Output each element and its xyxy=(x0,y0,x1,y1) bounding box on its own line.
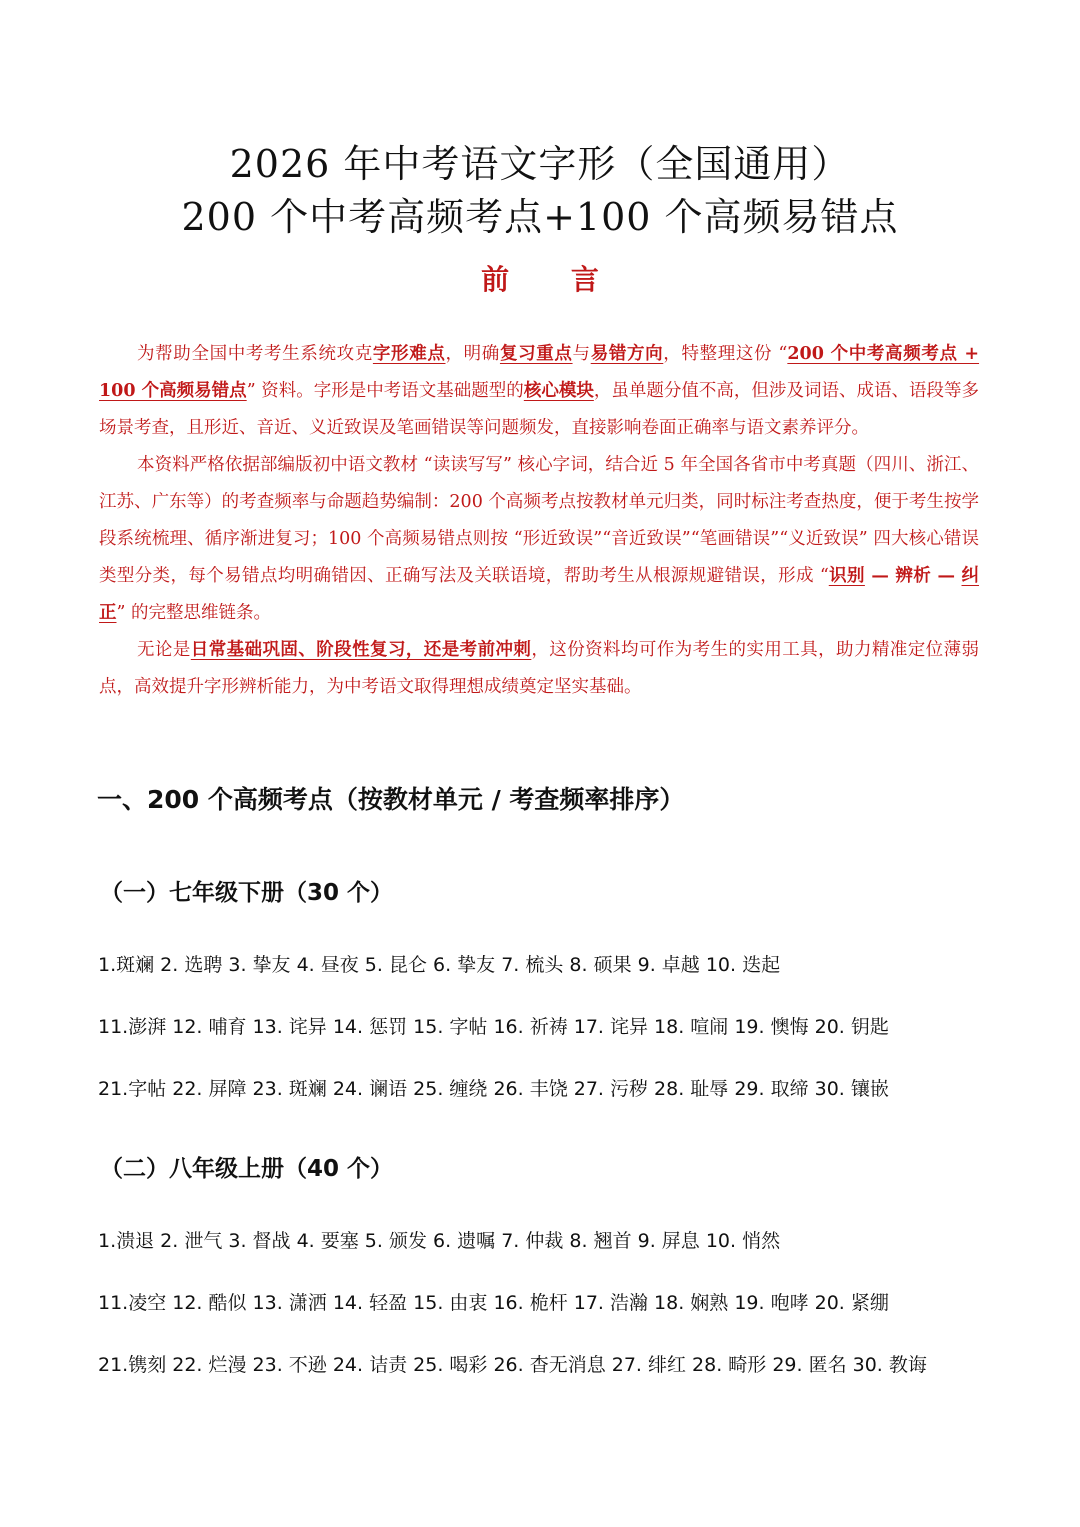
preface-paragraph-2 xyxy=(99,447,979,632)
preface-text: 本资料严格依据部编版初中语文教材 “读读写写” 核心字词，结合近 5 年全国各省市中考真题（四川、浙江、江苏、广东等）的考查频率与命题趋势编制：200 个高频考点按教材单元归类，同时标注考查热度，便于考生按学段系统梳理、循序渐进复习；100 个高频易错点则按 “形近致误”“音近致误”“笔画错误”“义近致误” 四大核心错误类型分类，每个易错点均明确错因、正确写法及关联语境，帮助考生从根源规避错误，形成 “ xyxy=(99,455,979,586)
preface-text: ，明确 xyxy=(445,344,500,364)
document-title-line-2: 200 个中考高频考点+100 个高频易错点 xyxy=(181,195,899,239)
preface-paragraph-1 xyxy=(99,336,979,447)
preface-text: ” 资料。字形是中考语文基础题型的 xyxy=(246,381,524,401)
word-list-line: 21.字帖 22. 屏障 23. 斑斓 24. 谰语 25. 缠绕 26. 丰饶 27. 污秽 28. 耻辱 29. 取缔 30. 镶嵌 xyxy=(98,1078,889,1100)
document-title-line-1: 2026 年中考语文字形（全国通用） xyxy=(229,142,851,186)
preface-emphasis: 纠正 xyxy=(99,566,980,623)
preface-text: — xyxy=(931,566,962,586)
preface-emphasis: 日常基础巩固、阶段性复习，还是考前冲刺 xyxy=(190,640,532,660)
preface-emphasis: 字形难点 xyxy=(372,344,446,364)
preface-emphasis: 辨析 xyxy=(895,566,932,586)
preface-text: ，虽单题分值不高，但涉及词语、成语、语段等多场景考查，且形近、音近、义近致误及笔画错误等问题频发，直接影响卷面正确率与语文素养评分。 xyxy=(99,381,980,438)
preface-paragraph-3 xyxy=(99,632,979,706)
preface-text: 为帮助全国中考考生系统攻克 xyxy=(137,344,373,364)
preface-text: 与 xyxy=(572,344,591,364)
preface-text: 无论是 xyxy=(137,640,191,660)
subsection-heading-grade8: （二）八年级上册（40 个） xyxy=(100,1156,394,1182)
preface-emphasis: 核心模块 xyxy=(523,381,594,401)
preface-emphasis: 复习重点 xyxy=(499,344,573,364)
preface-emphasis: 识别 xyxy=(828,566,865,586)
subsection-heading-grade7: （一）七年级下册（30 个） xyxy=(100,880,394,906)
preface-emphasis: 200 个中考高频考点 + 100 个高频易错点 xyxy=(99,344,980,401)
word-list-line: 21.镌刻 22. 烂漫 23. 不逊 24. 诘责 25. 喝彩 26. 杳无消息 27. 绯红 28. 畸形 29. 匿名 30. 教诲 xyxy=(98,1354,927,1376)
preface-text: ” 的完整思维链条。 xyxy=(116,603,272,623)
word-list-line: 1.斑斓 2. 选聘 3. 挚友 4. 昼夜 5. 昆仑 6. 挚友 7. 梳头 8. 硕果 9. 卓越 10. 迭起 xyxy=(98,954,781,976)
section-heading: 一、200 个高频考点（按教材单元 / 考查频率排序） xyxy=(97,785,685,814)
preface-heading: 前 言 xyxy=(481,263,625,296)
word-list-line: 11.澎湃 12. 哺育 13. 诧异 14. 惩罚 15. 字帖 16. 祈祷 17. 诧异 18. 喧闹 19. 懊悔 20. 钥匙 xyxy=(98,1016,889,1038)
preface-text: ，特整理这份 “ xyxy=(663,344,788,364)
word-list-line: 1.溃退 2. 泄气 3. 督战 4. 要塞 5. 颁发 6. 遗嘱 7. 仲裁 8. 翘首 9. 屏息 10. 悄然 xyxy=(98,1230,781,1252)
preface-emphasis: 易错方向 xyxy=(590,344,664,364)
preface-text: — xyxy=(864,566,896,586)
preface-text: ，这份资料均可作为考生的实用工具，助力精准定位薄弱点，高效提升字形辨析能力，为中考语文取得理想成绩奠定坚实基础。 xyxy=(99,640,980,697)
word-list-line: 11.凌空 12. 酷似 13. 潇洒 14. 轻盈 15. 由衷 16. 桅杆 17. 浩瀚 18. 娴熟 19. 咆哮 20. 紧绷 xyxy=(98,1292,889,1314)
preface-body xyxy=(99,336,979,706)
